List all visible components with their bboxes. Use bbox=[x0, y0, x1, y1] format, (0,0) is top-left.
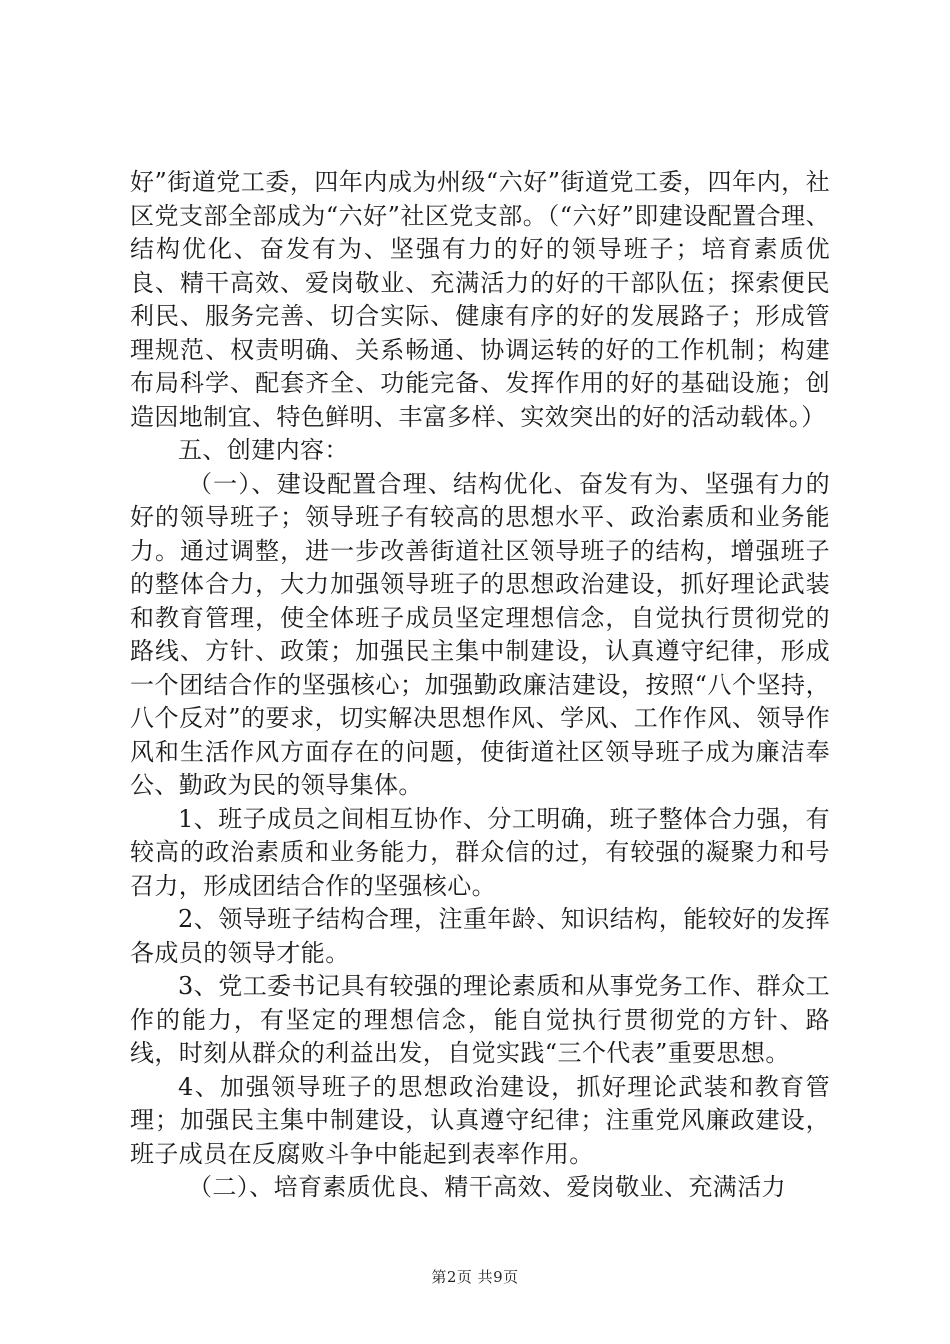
paragraph-six-good-definition: 好”街道党工委，四年内成为州级“六好”街道党工委，四年内，社区党支部全部成为“六好”社区党支部。（“六好”即建设配置合理、结构优化、奋发有为、坚强有力的好的领导班子；培育素质优良、精干高效、爱岗敬业、充满活力的好的干部队伍；探索便民利民、服务完善、切合实际、健康有序的好的发展路子；形成管理规范、权责明确、关系畅通、协调运转的好的工作机制；构建布局科学、配套齐全、功能完备、发挥作用的好的基础设施；创造因地制宜、特色鲜明、丰富多样、实效突出的好的活动载体。） bbox=[130, 168, 830, 431]
paragraph-leadership-team: （一）、建设配置合理、结构优化、奋发有为、坚强有力的好的领导班子；领导班子有较高的思想水平、政治素质和业务能力。通过调整，进一步改善街道社区领导班子的结构，增强班子的整体合力，大力加强领导班子的思想政治建设，抓好理论武装和教育管理，使全体班子成员坚定理想信念，自觉执行贯彻党的路线、方针、政策；加强民主集中制建设，认真遵守纪律，形成一个团结合作的坚强核心；加强勤政廉洁建设，按照“八个坚持，八个反对”的要求，切实解决思想作风、学风、工作作风、领导作风和生活作风方面存在的问题，使街道社区领导班子成为廉洁奉公、勤政为民的领导集体。 bbox=[130, 469, 830, 799]
list-item-4: 4、加强领导班子的思想政治建设，抓好理论武装和教育管理；加强民主集中制建设，认真遵守纪律；注重党风廉政建设，班子成员在反腐败斗争中能起到表率作用。 bbox=[130, 1072, 830, 1168]
page-number-footer: 第2页 共9页 bbox=[431, 1268, 519, 1286]
list-item-2: 2、领导班子结构合理，注重年龄、知识结构，能较好的发挥各成员的领导才能。 bbox=[130, 905, 830, 967]
document-body bbox=[130, 166, 830, 1205]
list-item-3: 3、党工委书记具有较强的理论素质和从事党务工作、群众工作的能力，有坚定的理想信念，能自觉执行贯彻党的方针、路线，时刻从群众的利益出发，自觉实践“三个代表”重要思想。 bbox=[130, 972, 830, 1067]
paragraph-cadre-team: （二）、培育素质优良、精干高效、爱岗敬业、充满活力 bbox=[188, 1173, 786, 1201]
section-heading-creation-content: 五、创建内容： bbox=[178, 436, 349, 464]
list-item-1: 1、班子成员之间相互协作、分工明确，班子整体合力强，有较高的政治素质和业务能力，群众信的过，有较强的凝聚力和号召力，形成团结合作的坚强核心。 bbox=[130, 804, 830, 900]
